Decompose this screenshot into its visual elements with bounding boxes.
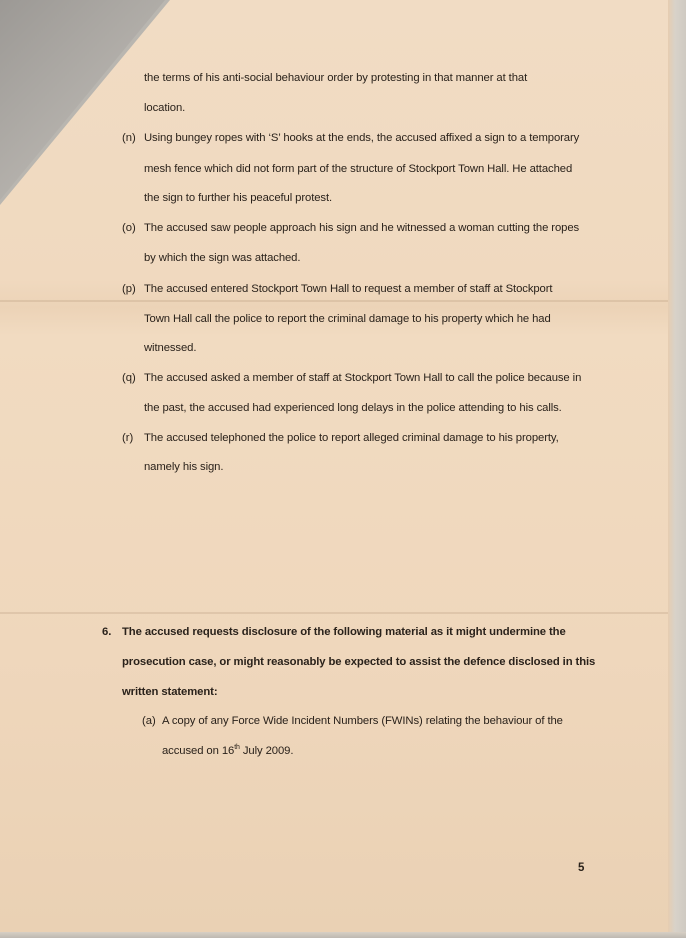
- item-q-line: the past, the accused had experienced long delays in the police attending to his calls.: [144, 402, 562, 414]
- item-o-line: by which the sign was attached.: [144, 252, 301, 264]
- date-text-rest: July 2009.: [239, 745, 294, 757]
- subitem-a-line: A copy of any Force Wide Incident Numbers (FWINs) relating the behaviour of the: [162, 715, 563, 727]
- item-r-line: namely his sign.: [144, 461, 224, 473]
- paper-crease: [0, 612, 668, 614]
- item-label-r: (r): [122, 432, 134, 444]
- item-n-line: the sign to further his peaceful protest.: [144, 192, 333, 204]
- paper-crease: [0, 300, 668, 302]
- item-p-line: Town Hall call the police to report the criminal damage to his property which he had: [144, 313, 551, 325]
- subitem-a-line: [162, 745, 293, 757]
- continuation-line: the terms of his anti-social behaviour order by protesting in that manner at that: [144, 72, 528, 84]
- item-label-p: (p): [122, 283, 136, 295]
- item-p-line: The accused entered Stockport Town Hall to request a member of staff at Stockport: [144, 283, 553, 295]
- continuation-line: location.: [144, 102, 186, 114]
- item-q-line: The accused asked a member of staff at Stockport Town Hall to call the police because in: [144, 372, 582, 384]
- date-text: accused on 16: [162, 745, 235, 757]
- section6-line: written statement:: [122, 686, 218, 698]
- item-label-q: (q): [122, 372, 136, 384]
- section6-line: prosecution case, or might reasonably be expected to assist the defence disclosed in this: [122, 656, 596, 668]
- item-p-line: witnessed.: [144, 342, 197, 354]
- item-r-line: The accused telephoned the police to report alleged criminal damage to his property,: [144, 432, 559, 444]
- item-n-line: Using bungey ropes with ‘S’ hooks at the ends, the accused affixed a sign to a temporary: [144, 132, 580, 144]
- item-label-o: (o): [122, 222, 136, 234]
- page-edge-bottom: [0, 932, 686, 938]
- page-edge-right: [668, 0, 686, 938]
- section-number: 6.: [102, 626, 112, 638]
- section6-line: The accused requests disclosure of the following material as it might undermine the: [122, 626, 566, 638]
- page-number: 5: [578, 862, 585, 874]
- ordinal-suffix: th: [234, 744, 240, 752]
- item-label-n: (n): [122, 132, 136, 144]
- subitem-label-a: (a): [142, 715, 156, 727]
- item-n-line: mesh fence which did not form part of the structure of Stockport Town Hall. He attached: [144, 163, 573, 175]
- item-o-line: The accused saw people approach his sign and he witnessed a woman cutting the ropes: [144, 222, 580, 234]
- folded-corner-inner: [0, 0, 165, 200]
